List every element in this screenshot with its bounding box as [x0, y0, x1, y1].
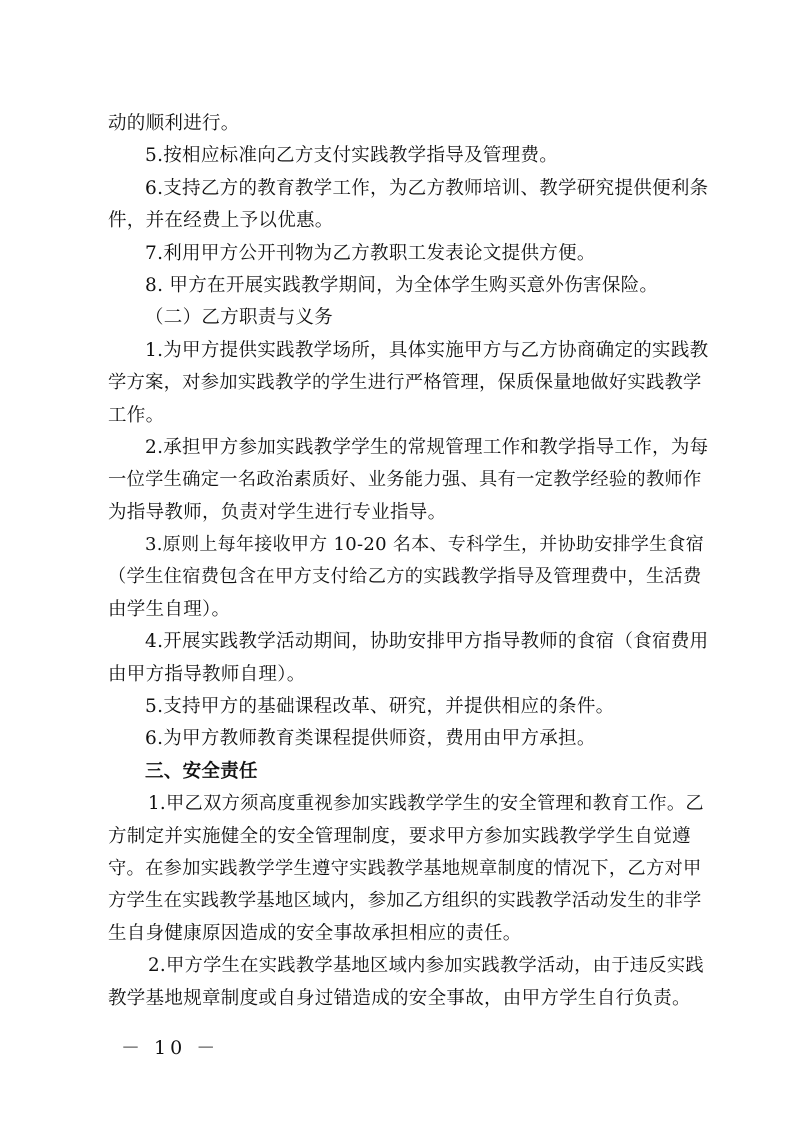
text-line: 7.利用甲方公开刊物为乙方教职工发表论文提供方便。	[145, 242, 596, 264]
text-line: 方学生在实践教学基地区域内，参加乙方组织的实践教学活动发生的非学	[108, 890, 702, 912]
text-line: 由甲方指导教师自理）。	[108, 663, 306, 685]
text-line: 2.承担甲方参加实践教学学生的常规管理工作和教学指导工作，为每	[145, 436, 709, 458]
section-subheading: （二）乙方职责与义务	[145, 307, 334, 329]
text-line: （学生住宿费包含在甲方支付给乙方的实践教学指导及管理费中，生活费	[108, 566, 702, 588]
text-line: 为指导教师，负责对学生进行专业指导。	[108, 501, 447, 523]
text-line: 5.按相应标准向乙方支付实践教学指导及管理费。	[145, 145, 559, 167]
text-line: 守。在参加实践教学学生遵守实践教学基地规章制度的情况下，乙方对甲	[108, 857, 702, 879]
text-line: 件，并在经费上予以优惠。	[108, 210, 334, 232]
text-line: 一位学生确定一名政治素质好、业务能力强、具有一定教学经验的教师作	[108, 469, 702, 491]
section-heading: 三、安全责任	[145, 760, 258, 782]
text-line: 8. 甲方在开展实践教学期间，为全体学生购买意外伤害保险。	[145, 274, 659, 296]
text-line: 工作。	[108, 404, 165, 426]
text-line: 教学基地规章制度或自身过错造成的安全事故，由甲方学生自行负责。	[108, 987, 691, 1009]
text-line: 5.支持甲方的基础课程改革、研究，并提供相应的条件。	[145, 696, 615, 718]
text-line: 生自身健康原因造成的安全事故承担相应的责任。	[108, 922, 522, 944]
text-line: 6.支持乙方的教育教学工作，为乙方教师培训、教学研究提供便利条	[145, 177, 709, 199]
text-line: 由学生自理）。	[108, 598, 231, 620]
text-line: 2.甲方学生在实践教学基地区域内参加实践教学活动，由于违反实践	[148, 955, 704, 977]
text-line: 方制定并实施健全的安全管理制度，要求甲方参加实践教学学生自觉遵	[108, 825, 691, 847]
text-line: 学方案，对参加实践教学的学生进行严格管理，保质保量地做好实践教学	[108, 372, 702, 394]
text-line: 3.原则上每年接收甲方 10-20 名本、专科学生，并协助安排学生食宿	[145, 534, 705, 556]
text-line: 6.为甲方教师教育类课程提供师资，费用由甲方承担。	[145, 728, 596, 750]
text-line: 1.为甲方提供实践教学场所，具体实施甲方与乙方协商确定的实践教	[145, 339, 709, 361]
text-line: 4.开展实践教学活动期间，协助安排甲方指导教师的食宿（食宿费用	[145, 631, 709, 653]
text-line: 1.甲乙双方须高度重视参加实践教学学生的安全管理和教育工作。乙	[148, 793, 704, 815]
document-body	[108, 108, 709, 1015]
page-number: － 10 －	[121, 1037, 220, 1059]
text-line: 动的顺利进行。	[108, 113, 240, 134]
